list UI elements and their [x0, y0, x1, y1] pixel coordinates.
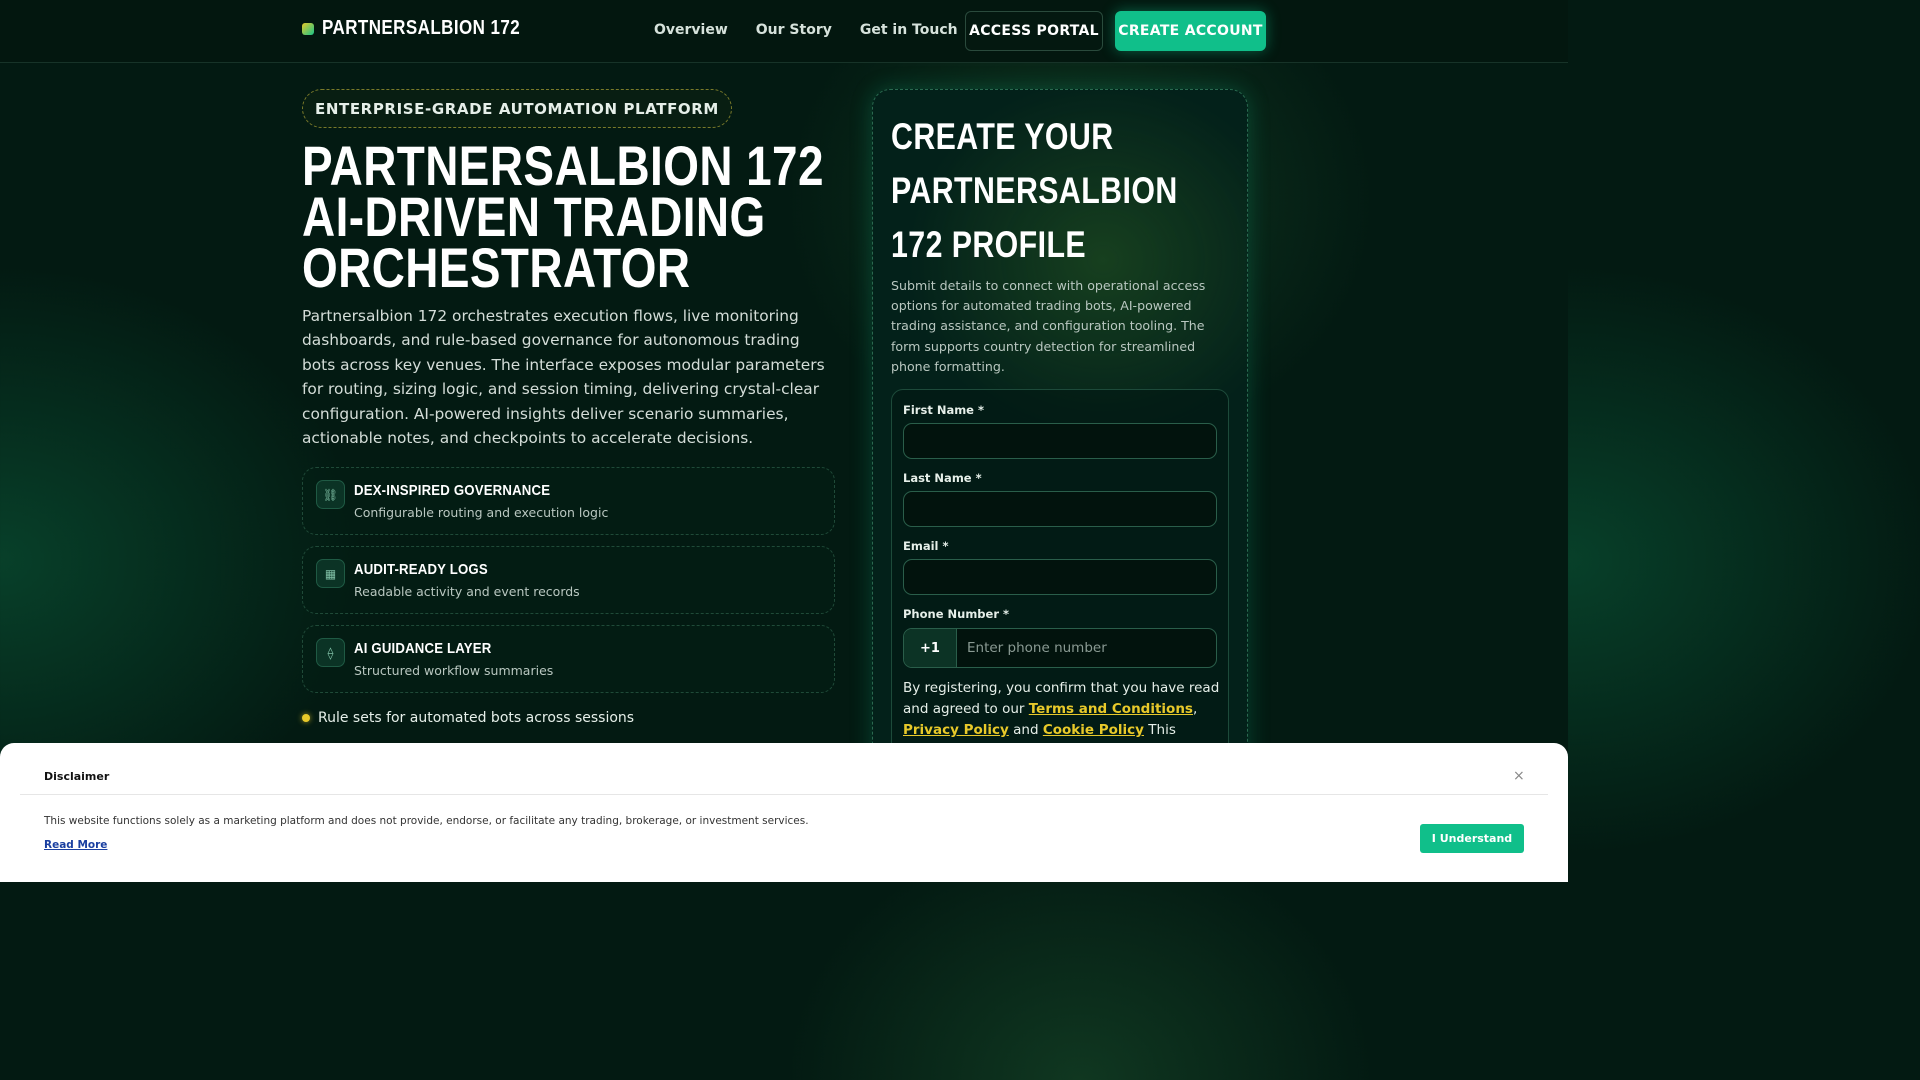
terms-text — [903, 678, 1223, 741]
cookie-link[interactable]: Cookie Policy — [1042, 722, 1144, 738]
disclaimer-title: Disclaimer — [44, 770, 110, 783]
email-field[interactable] — [903, 559, 1217, 595]
diamond-icon: ⟠ — [316, 638, 345, 667]
phone-field-group — [903, 628, 1217, 668]
platform-badge: ENTERPRISE-GRADE AUTOMATION PLATFORM — [302, 89, 732, 128]
bullet-item — [302, 710, 634, 726]
disclaimer-text: This website functions solely as a marketing platform and does not provide, endorse, or facilitate any trading, brokerage, or investment services. — [44, 815, 809, 827]
phone-input[interactable] — [957, 629, 1216, 667]
first-name-label: First Name * — [903, 403, 984, 417]
access-portal-button[interactable]: ACCESS PORTAL — [965, 11, 1103, 51]
feature-subtitle: Structured workflow summaries — [354, 663, 554, 678]
site-header — [0, 0, 1568, 63]
feature-card-ai-guidance — [302, 625, 835, 693]
i-understand-button[interactable]: I Understand — [1420, 824, 1524, 853]
feature-title: AI GUIDANCE LAYER — [354, 640, 492, 657]
logo-icon — [302, 23, 314, 35]
bullet-text: Rule sets for automated bots across sessions — [318, 710, 635, 726]
form-description: Submit details to connect with operational access options for automated trading bots, AI-powered trading assistance, and configuration tooling. The form supports country detection for streamlined phone formatting. — [891, 278, 1206, 374]
form-title: CREATE YOUR PARTNERSALBION 172 PROFILE — [891, 116, 1178, 265]
feature-title: DEX-INSPIRED GOVERNANCE — [354, 482, 551, 499]
feature-subtitle: Configurable routing and execution logic — [354, 505, 609, 520]
close-icon[interactable]: × — [1513, 768, 1525, 784]
terms-prefix: By registering, you confirm that you have read and agreed to our — [903, 680, 1220, 717]
hero-description: Partnersalbion 172 orchestrates execution flows, live monitoring dashboards, and rule-based governance for autonomous trading bots across key venues. The interface exposes modular parameters for routing, sizing logic, and session timing, delivering crystal-clear configuration. AI-powered insights deliver scenario summaries, actionable notes, and checkpoints to accelerate decisions. — [302, 307, 825, 448]
disclaimer-banner — [0, 743, 1568, 882]
last-name-label: Last Name * — [903, 471, 982, 485]
terms-and: and — [1013, 722, 1039, 738]
read-more-link[interactable]: Read More — [44, 839, 108, 851]
logo-text: PARTNERSALBION 172 — [322, 17, 521, 39]
country-code-select[interactable]: +1 — [904, 629, 957, 667]
feature-subtitle: Readable activity and event records — [354, 584, 580, 599]
bullet-dot-icon — [302, 714, 310, 722]
terms-link[interactable]: Terms and Conditions — [1028, 701, 1193, 717]
log-icon: ▦ — [316, 559, 345, 588]
divider — [20, 794, 1548, 795]
nav-overview[interactable]: Overview — [654, 22, 728, 38]
phone-label: Phone Number * — [903, 607, 1010, 621]
email-label: Email * — [903, 539, 949, 553]
first-name-field[interactable] — [903, 423, 1217, 459]
nav-our-story[interactable]: Our Story — [755, 22, 832, 38]
terms-comma: , — [1192, 701, 1198, 717]
logo[interactable] — [302, 17, 555, 40]
last-name-field[interactable] — [903, 491, 1217, 527]
privacy-link[interactable]: Privacy Policy — [903, 722, 1009, 738]
link-icon: ⛓ — [316, 480, 345, 509]
terms-suffix: This — [1148, 722, 1176, 738]
nav-get-in-touch[interactable]: Get in Touch — [859, 22, 958, 38]
main-nav — [654, 22, 958, 38]
feature-title: AUDIT-READY LOGS — [354, 561, 488, 578]
feature-card-logs — [302, 546, 835, 614]
hero-title: PARTNERSALBION 172 AI-DRIVEN TRADING ORCHESTRATOR — [302, 134, 824, 299]
feature-card-governance — [302, 467, 835, 535]
create-account-button[interactable]: CREATE ACCOUNT — [1115, 11, 1266, 51]
